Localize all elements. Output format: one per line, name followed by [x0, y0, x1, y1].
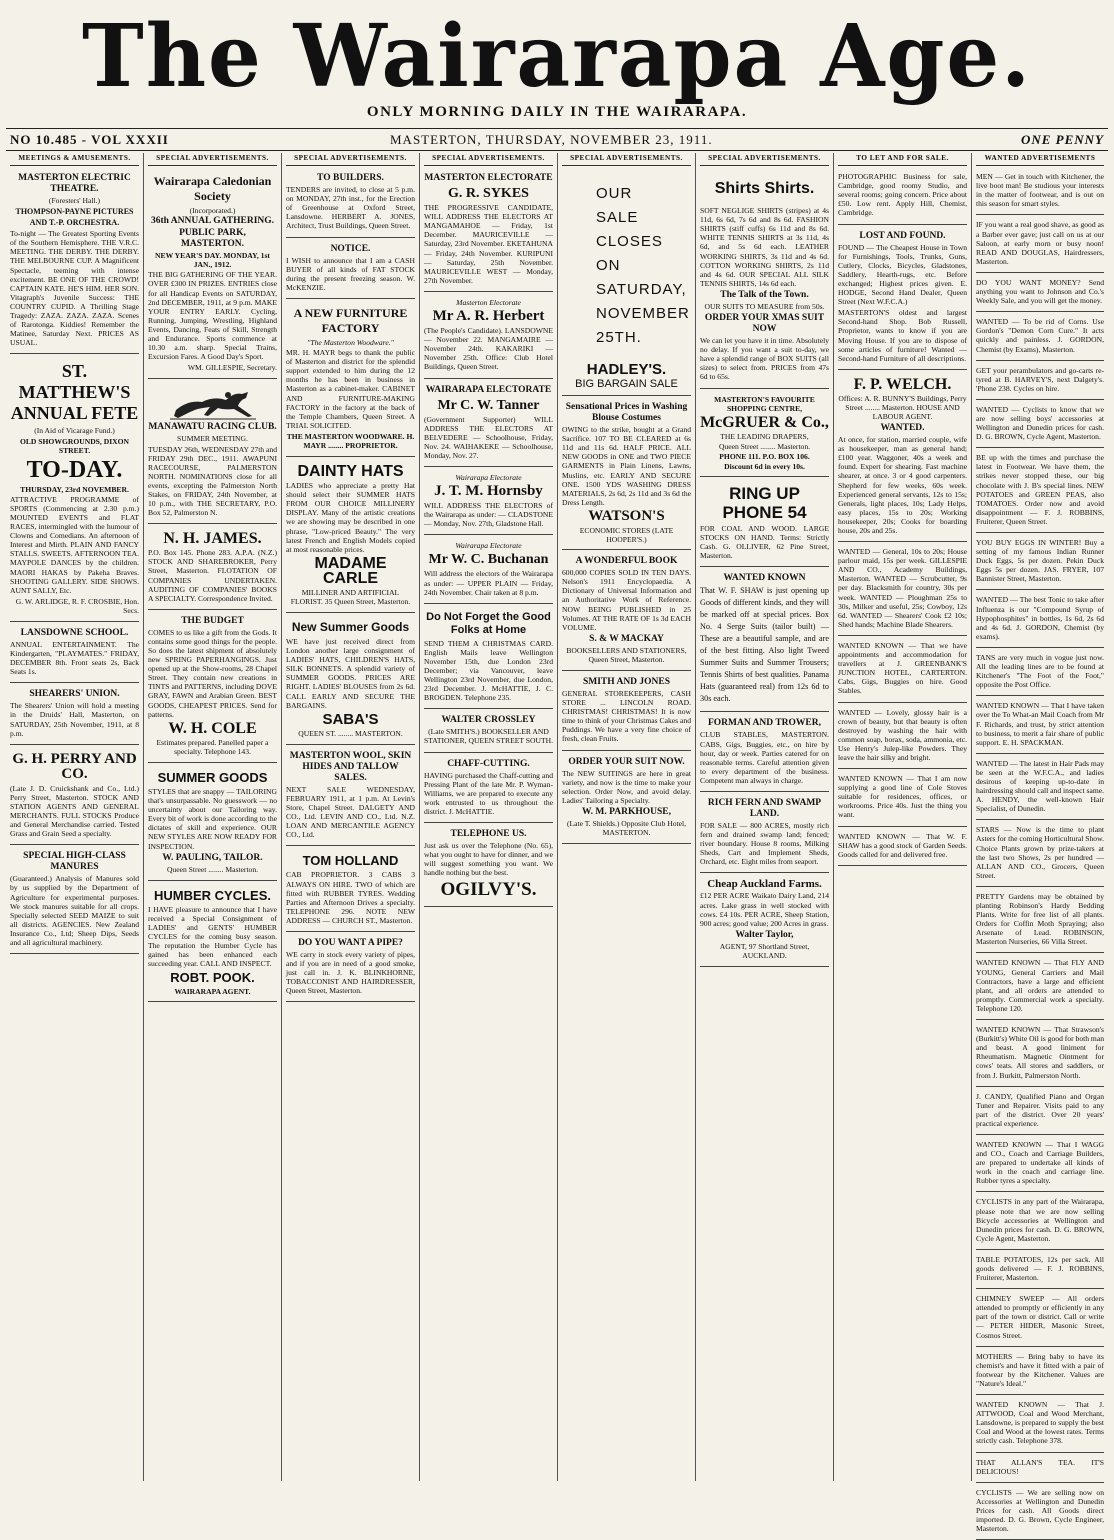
ad-humber-cycles [148, 883, 277, 1003]
ad-title: CHAFF-CUTTING. [447, 758, 530, 769]
ad-tea [976, 1455, 1104, 1483]
ad-chaff-cutting [424, 755, 553, 823]
ad-body: WANTED KNOWN — That we have appointments and accommodation for travellers at J. GREENBANK'S JUNCTION HOTEL, CARTERTON. Cabs, Gigs, Buggies on hire. Good Stables. [838, 640, 967, 696]
ad-table-potatoes [976, 1252, 1104, 1289]
ad-cycling [976, 1194, 1104, 1249]
ad-title: MASTERTON ELECTRIC THEATRE. [18, 173, 131, 195]
ad-body: To-night — The Greatest Sporting Events of the Southern Hemisphere. THE V.R.C. MEETING. THE DERBY. THE DERBY. THE MELBOURNE CUP. A Magnificent Spectacle, teeming with intense excitement. BE ONE OF THE CROWD! CAPTAIN KATE. HE'S HIM. HER SON. Vitagraph's Juvenile Success: THE COUNTRY CUPID. A Thrilling Stage Tragedy: ZAZA. ZAZA. ZAZA. Scenes of Rarotonga. Kiddies! Remember the Matinee, Saturday Next. PRICES AS USUAL. [10, 229, 139, 348]
ad-title: SHEARERS' UNION. [29, 689, 120, 700]
ad-body: HAVING purchased the Chaff-cutting and Pressing Plant of the late Mr. P. Wyman-Williams, we are prepared to execute any work entrusted to us throughout the district. J. McHATTIE. [424, 770, 553, 816]
ad-signature: THE MASTERTON WOODWARE. H. MAYR ........ PROPRIETOR. [286, 431, 415, 450]
ad-pipe [286, 934, 415, 1002]
ad-body: FOUND — The Cheapest House in Town for Furnishings, Tools, Trunks, Guns, Cutlery, Clocks, Bicycles, Gladstones, Saddlery, Hearth-rugs, etc. Before exchanged; Highest prices given. E. HODGE, Second Hand Dealer, Queen Street (Next W.F.C.A.) [838, 242, 967, 307]
ad-mail-coach [976, 698, 1104, 753]
ad-body: IF you want a real good shave, as good as a Barber ever gave; just call on us at our Saloon, at early morn or busy noon! READ AND DOUGLAS, Hairdressers, Masterton. [976, 220, 1104, 266]
ad-title: SPECIAL HIGH-CLASS MANURES [23, 851, 126, 873]
ad-body: THE PROGRESSIVE CANDIDATE, WILL ADDRESS THE ELECTORS AT MANGAMAHOE — Friday, 1st December. MAURICEVILLE — Saturday, 23rd November. EKETAHUNA — Friday, 24th November. KURIPUNI — Saturday, 25th November. MAURICEVILLE WEST — Monday, 27th November. [424, 203, 553, 285]
ad-title: RING UP PHONE 54 [722, 484, 807, 523]
ad-body: CLUB STABLES, MASTERTON. CABS, Gigs, Buggies, etc., on hire by hour, day or week. Parties catered for on reasonable terms. Careful attention given to every department of the business. Competent man always in charge. [700, 730, 829, 785]
ad-title: F. P. WELCH. [853, 375, 952, 393]
column-heading: SPECIAL ADVERTISEMENTS. [148, 153, 277, 166]
ad-notice [286, 240, 415, 299]
ad-eggs [976, 535, 1104, 590]
ad-body: BE up with the times and purchase the latest in Footwear. We have them, the strikes never stopped these, our big chocolate with J. B's special lines. NEW POTATOES and GREEN PEAS, also TOMATOES. Order now and avoid disappointment — F. J. ROBBINS, Fruiterer, Queen Street. [976, 453, 1104, 526]
ad-lansdowne-school [10, 624, 139, 683]
ad-title: WAIRARAPA ELECTORATE [425, 384, 552, 395]
ad-address: Queen Street ........ Masterton. [718, 441, 811, 451]
ad-tonic [976, 592, 1104, 647]
ad-piano-tuner [976, 1089, 1104, 1135]
ad-title: McGRUER & Co., [700, 413, 829, 431]
ad-shave [976, 217, 1104, 272]
ad-footer: QUEEN ST. ........ MASTERTON. [298, 728, 403, 738]
ad-advertiser: W. PAULING, TAILOR. [162, 852, 263, 863]
ad-body: The Shearers' Union will hold a meeting in the Druids' Hall, Masterton, on SATURDAY, 25th November, 1911, at 8 p.m. [10, 701, 139, 738]
ad-advertiser: S. & W MACKAY [589, 633, 664, 644]
ad-wool-sales [286, 747, 415, 847]
ad-wanted-stoves [838, 771, 967, 826]
ad-candidate: J. T. M. Hornsby [434, 483, 543, 500]
ad-title: DO YOU WANT A PIPE? [298, 937, 403, 948]
ad-good-folks-at-home [424, 606, 553, 710]
ad-body: WANTED — The best Tonic to take after Influenza is our "Compound Syrup of Hypophosphites" in bottles, 1s 6d, 2s 6d and 4s 6d. J. GORDON, Chemist (by exams). [976, 595, 1104, 641]
ad-signature: G. W. ARLIDGE, R. F. CROSBIE, Hon. Secs. [15, 596, 139, 615]
masthead [0, 0, 1114, 107]
ad-perry-and-co [10, 747, 139, 846]
columns [6, 153, 1108, 1534]
ad-smith-and-jones [562, 673, 691, 751]
ad-caledonian-society [148, 169, 277, 379]
ad-shirts [700, 169, 829, 388]
ad-summer-goods [148, 765, 277, 881]
masthead-title: The Wairarapa Age. [82, 6, 1032, 107]
ad-title: TELEPHONE US. [450, 829, 527, 840]
ad-electorate-buchanan [424, 537, 553, 603]
column-8 [972, 153, 1108, 1534]
ad-footer: AGENT, 97 Shortland Street, AUCKLAND. [719, 941, 810, 960]
ad-subtitle: (Foresters' Hall.) [48, 196, 101, 206]
ad-hair-pads [976, 756, 1104, 821]
ad-body: CAB PROPRIETOR. 3 CABS 3 ALWAYS ON HIRE. TWO of which are fitted with RUBBER TYRES. Wedding Parties and Afternoon Drives a specialty. TELEPHONE 296. NOTE NEW ADDRESS — CHURCH ST., Masterton. [286, 870, 415, 925]
ad-body: WANTED KNOWN — That FLY AND YOUNG, General Carriers and Mail Contractors, have a large and efficient plant, and all orders are attended to promptly. Commercial work a specialty. Telephone 120. [976, 958, 1104, 1013]
ad-chimney-sweep [976, 1291, 1104, 1346]
ad-subtitle: SUMMER MEETING. [177, 434, 248, 444]
ad-footer: BOOKSELLERS AND STATIONERS, Queen Street, Masterton. [566, 645, 687, 664]
ad-signature: WM. GILLESPIE, Secretary. [187, 363, 277, 373]
ad-title: Cheap Auckland Farms. [707, 878, 822, 891]
ad-body: TANS are very much in vogue just now. All the leading lines are to be found at Kitchener's "The Foot of the Foot," opposite the Post Office. [976, 652, 1104, 690]
ad-title: New Summer Goods [291, 620, 410, 634]
ad-body: 600,000 COPIES SOLD IN TEN DAYS. Nelson's 1911 Encyclopaedia. A Dictionary of Universal Information and an Authoritative Work of Reference. NOW BEING PUBLISHED in 25 Volumes. AT THE RATE OF 1s 3d EACH VOLUME. [562, 568, 691, 632]
ad-gardens [976, 889, 1104, 954]
ad-coach-builders [976, 1137, 1104, 1192]
column-heading: WANTED ADVERTISEMENTS [976, 153, 1104, 166]
column-heading: SPECIAL ADVERTISEMENTS. [562, 153, 691, 166]
ad-asters [976, 822, 1104, 887]
ad-body: (Late SMITH'S.) BOOKSELLER AND STATIONER, QUEEN STREET SOUTH. [424, 727, 553, 746]
ad-body: WANTED — Lovely, glossy hair is a crown of beauty, but that beauty is often destroyed by washing the hair with common soap, borax, soda, ammonia, etc. Use Henry's Julep-like Powders. They leave the hair silky and bright. [838, 707, 967, 762]
ad-body: SOFT NEGLIGE SHIRTS (stripes) at 4s 11d, 6s 6d, 7s 6d and 8s 6d. FASHION SHIRTS (stiff cuffs) 6s 11d and 8s 6d. WHITE TENNIS SHIRTS at 3s 11d, 4s 6d, and 5s 6d each. LEATHER WORKING SHIRTS, 3s 11d and 4s 6d. COTTON WORKING SHIRTS, 2s 11d and 4s 6d. OUR SPECIAL ALL SILK TENNIS SHIRTS, 14s 6d each. [700, 206, 829, 288]
ad-wanted-seeds [838, 829, 967, 866]
ad-title: SUMMER GOODS [157, 769, 268, 785]
ad-advertiser: Walter Taylor, [735, 929, 794, 940]
ad-title: Do Not Forget the Good Folks at Home [426, 610, 551, 636]
column-3 [282, 153, 420, 1481]
ad-perambulators [976, 363, 1104, 400]
ad-body: DO YOU WANT MONEY? Send anything you want to Johnson and Co.'s Weekly Sale, and you will get the money. [976, 277, 1104, 306]
ad-st-matthews-fete [10, 356, 139, 622]
ad-body: WANTED KNOWN — That I have taken over the To What-an Mail Coach from Mr F. Richards, and trust, by strict attention to business, to merit a fair share of public support. E. H. SPACKMAN. [976, 701, 1104, 747]
ad-electorate-hornsby [424, 469, 553, 535]
ad-title: THE BUDGET [181, 615, 244, 626]
ad-title: HUMBER CYCLES. [153, 887, 271, 903]
ad-title: SMITH AND JONES [582, 676, 671, 687]
ad-body: WE have just received direct from London another large consignment of LADIES' HATS, CHILDREN'S HATS, SILK BONNETS. A splendid variety of SUMMER GOODS. PRICES ARE RIGHT. LADIES' BLOUSES from 2s 6d. CALL EARLY AND SECURE THE BARGAINS. [286, 637, 415, 710]
ad-wanted-general [838, 544, 967, 636]
ad-subtitle: Offices: A. R. BUNNY'S Buildings, Perry Street ........ Masterton. HOUSE AND LABOUR AGENT. [838, 393, 967, 421]
ad-body: STYLES that are snappy — TAILORING that's unsurpassable. No guesswork — no uncertainty about our Tailoring way. Every bit of work is done according to the dictates of skill and experience. OUR NEW STYLES ARE NOW READY FOR INSPECTION. [148, 786, 277, 851]
ad-electorate-tanner [424, 381, 553, 467]
ad-body: FOR COAL AND WOOD. LARGE STOCKS ON HAND. Terms: Strictly Cash. G. OLLIVER, 62 Pine Street, Masterton. [700, 524, 829, 561]
ad-body: FOR SALE — 800 ACRES, mostly rich fern and drained swamp land; fenced; river boundary. House 8 rooms, Milking Sheds, Cart and Implement Sheds, Orchard, etc. Eight miles from seaport. [700, 821, 829, 867]
ad-body: Will address the electors of the Wairarapa as under: — UPPER PLAIN — Friday, 24th November. Chair taken at 8 p.m. [424, 569, 553, 597]
ad-advertiser: SABA'S [322, 710, 379, 728]
ad-tagline: MASTERTON'S FAVOURITE SHOPPING CENTRE, [714, 394, 815, 413]
ad-mothers [976, 1349, 1104, 1395]
ad-furniture-factory [286, 301, 415, 457]
ad-body: P.O. Box 145. Phone 283. A.P.A. (N.Z.) STOCK AND SHAREBROKER, Perry Street, Masterton. FLOTATION OF COMPANIES UNDERTAKEN. AUDITING OF COMPANIES' BOOKS A SPECIALTY. Correspondence Invited. [148, 548, 277, 603]
ad-body: COMES to us like a gift from the Gods. It contains some good things for the people. So does the latest shipment of absolutely new SPRING PAPERHANGINGS. Just opened up at the Show-rooms, 28 Chapel Street. They contain new creations in TINTS and PATTERNS, including DOVE GRAY, FAWN and Arabian Green. BEST GOODS, CHEAPEST PRICES. Send for patterns. [148, 627, 277, 719]
ad-forman-and-trower [700, 714, 829, 792]
ad-body: WANTED — General, 10s to 20s; House parlour maid, 15s per week. GILLESPIE AND CO., Academy Buildings, Masterton. WANTED — Scrubcutter, 9s per day. Blacksmith for country, 30s per week. WANTED — Ploughman 25s to 30s, Milker and useful, 25s; Cowboy, 12s 6d. WANTED — Shearers' Cook £2 10s; Shed hands; Machine Blade Shearers. [838, 547, 967, 629]
ad-footwear-potatoes [976, 450, 1104, 533]
ad-wonderful-book [562, 552, 691, 671]
ad-body: £12 PER ACRE Waikato Dairy Land, 214 acres. Lake grass in well stocked with cows. £4 10s. PER ACRE, Sheep Station, 900 acres; good value; 200 Acres in grass. [700, 891, 829, 928]
sale-line: ON [596, 257, 621, 275]
ad-electorate-sykes [424, 169, 553, 292]
ad-white-oil [976, 1022, 1104, 1087]
dateline-rule [6, 150, 1108, 151]
column-heading: SPECIAL ADVERTISEMENTS. [700, 153, 829, 166]
ad-new-summer-goods [286, 615, 415, 745]
ad-advertiser: HADLEY'S. [586, 361, 667, 379]
ad-body: CYCLISTS — We are selling now on Accessories at Wellington and Dunedin Prices for cash. All Goods direct imported. D. G. Brown, Cycle Engineer, Masterton. [976, 1487, 1104, 1534]
ad-title: WANTED KNOWN [723, 573, 806, 584]
ad-photographic-business [838, 169, 967, 224]
sale-line: OUR [596, 185, 633, 203]
ad-title: Wairarapa Electorate [455, 541, 522, 551]
ad-money [976, 275, 1104, 312]
ad-coal-wood [976, 1397, 1104, 1452]
column-heading: TO LET AND FOR SALE. [838, 153, 967, 166]
ad-subtitle: THE LEADING DRAPERS, [720, 431, 809, 441]
ad-subtitle: "The Masterton Woodware." [307, 337, 394, 347]
ad-advertiser: ROBT. POOK. [170, 970, 255, 986]
ad-body: The NEW SUITINGS are here in great variety, and now is the time to make your selection. Order Now, and avoid delay. Ladies' Tailoring a Specialty. [562, 768, 691, 805]
ad-mcgruer [700, 391, 829, 478]
ad-venue: OLD SHOWGROUNDS, DIXON STREET. [19, 436, 130, 455]
ad-subtitle: (In Aid of Vicarage Fund.) [34, 426, 115, 436]
ad-body: WANTED KNOWN — That W. F. SHAW has a good stock of Garden Seeds. Goods called for and delivered free. [838, 831, 967, 859]
ad-footer: Queen Street ........ Masterton. [166, 864, 259, 874]
column-5 [558, 153, 696, 1481]
sale-line: NOVEMBER [596, 305, 690, 323]
ad-cyclists [976, 402, 1104, 448]
ad-title: ST. MATTHEW'S ANNUAL FETE [10, 361, 139, 424]
ad-electric-theatre [10, 169, 139, 354]
ad-body: (Late J. D. Cruickshank and Co., Ltd.) Perry Street, Masterton. STOCK AND STATION AGENTS AND GENERAL MERCHANTS. FULL STOCKS Produce and General Merchandise carried. Tested Grass and Grain Seed a specialty. [10, 783, 139, 839]
ad-advertiser: W. M. PARKHOUSE, [582, 806, 671, 817]
ad-body: CYCLISTS in any part of the Wairarapa, please note that we are now selling Bicycle accessories at Wellington and Dunedin prices for cash. D. G. BROWN, Cycle Agent, Masterton. [976, 1197, 1104, 1243]
ad-body: TUESDAY 26th, WEDNESDAY 27th and FRIDAY 29th DEC., 1911. AWAPUNI RACECOURSE, PALMERSTON NORTH. NOMINATIONS close for all events, excepting the Palmerston North Stakes, on FRIDAY, 24th November, at 10 p.m., with THE SECRETARY, P.O. Box 52, Palmerston N. [148, 444, 277, 518]
ad-electorate-herbert [424, 294, 553, 379]
top-rule [6, 128, 1108, 129]
dateline [10, 132, 1104, 150]
sale-line: SATURDAY, [596, 281, 687, 299]
ad-body: LADIES who appreciate a pretty Hat should select their SUMMER HATS FROM OUR CHOICE MILLINERY DISPLAY. Many of the artistic creations we are showing may be described in one phrase, "Low-priced Beauty." The very latest French and English Models copied at most reasonable prices. [286, 481, 415, 554]
ad-body: MR. H. MAYR begs to thank the public of Masterton and district for the splendid support extended to him during the 12 months he has been in business in Masterton as a cabinet-maker. CABINET AND FURNITURE-MAKING FACTORY in the factory at the back of the Temple Chambers, Queen Street. A TRIAL SOLICITED. [286, 348, 415, 430]
ad-candidate: Mr C. W. Tanner [437, 397, 540, 413]
ad-footer: WAIRARAPA AGENT. [174, 987, 251, 997]
ad-body: WANTED KNOWN — That J. ATTWOOD, Coal and Wood Merchant, Lansdowne, is prepared to supply the best Coal and Wood at the lowest rates. Terms strictly cash. Telephone 378. [976, 1400, 1104, 1446]
ad-title: Masterton Electorate [456, 297, 521, 307]
ad-title: G. H. PERRY AND CO. [12, 750, 137, 782]
ad-wanted-travellers [838, 638, 967, 703]
ad-footer: MILLINER AND ARTIFICIAL FLORIST. 35 Queen Street, Masterton. [290, 587, 411, 606]
masthead-slogan: ONLY MORNING DAILY IN THE WAIRARAPA. [366, 104, 748, 120]
column-heading: SPECIAL ADVERTISEMENTS. [286, 153, 415, 166]
ad-body: J. CANDY, Qualified Piano and Organ Tuner and Repairer. Visits paid to any part of the district. Over 20 years' practical experience. [976, 1091, 1104, 1128]
ad-discount: Discount 6d in every 10s. [724, 461, 805, 471]
ad-body: WANTED — The latest in Hair Pads may be seen at the W.F.C.A., and ladies desirous of keeping up-to-date in hairdressing should call and inspect same. A. HENDY, the well-known Hair Specialist, of Dunedin. [976, 758, 1104, 814]
ad-the-budget [148, 612, 277, 763]
ad-subtitle: (Incorporated.) [189, 206, 236, 216]
ad-order-suit [562, 753, 691, 845]
ad-advertiser: OGILVY'S. [440, 879, 537, 901]
ad-title: MASTERTON ELECTORATE [424, 173, 553, 184]
ad-advertiser: MADAME CARLE [314, 554, 387, 587]
ad-body-3: We can let you have it in time. Absolutely no delay. If you want a suit to-day, we have a splendid range of BOX SUITS (all sizes) to select from. PRICES from 47s 6d to 65s. [700, 336, 829, 382]
issue-price: ONE PENNY [1020, 132, 1104, 147]
ad-candidate: G. R. SYKES [448, 186, 529, 202]
ad-body: OWING to the strike, bought at a Grand Sacrifice. 107 TO BE CLEARED at 6s 11d and 11s 6d. HALF PRICE. ALL NEW GOODS in ONE and TWO PIECE GARMENTS in Plain Linens, Lawns, Muslins, etc. EARLY AND SECURE ONE. 1500 YDS WASHING DRESS MATERIALS, 2s 6d, 2s 11d and 3s 6d the Dress Length. [562, 425, 691, 507]
ad-title: A NEW FURNITURE FACTORY [293, 305, 408, 335]
ad-body: MOTHERS — Bring baby to have its chemist's and have it fitted with a pair of footwear by the Kitchener. Values are "Nature's Ideal." [976, 1351, 1104, 1388]
ad-title: LOST AND FOUND. [859, 230, 946, 241]
ad-candidate: Mr A. R. Herbert [432, 308, 545, 325]
ad-title: WALTER CROSSLEY [441, 715, 536, 726]
ad-body: Just ask us over the Telephone (No. 65), what you ought to have for dinner, and we will suggest something you want. We handle nothing but the best. [424, 841, 553, 878]
ad-body: THE BIG GATHERING OF THE YEAR. OVER £300 IN PRIZES. ENTRIES close for all Handicap Events on SATURDAY, 2nd DECEMBER, 1911, at 9 p.m. MAKE YOUR ENTRY EARLY. Cycling, Running, Jumping, Wrestling, Highland Events, Dancing, Feats of Skill, Strength and Endurance. Sports commence at 10.30 a.m. sharp. Special Trains, Excursion Fares. A Good Day's Sport. [148, 270, 277, 362]
ad-ring-up-phone-54 [700, 479, 829, 567]
ad-dates: THURSDAY, 23rd NOVEMBER. [20, 484, 129, 494]
ad-body: CHIMNEY SWEEP — All orders attended to promptly or efficiently in any part of the town or district. Call or write — PETER HIDER, Masonic Street, Cosmos Street. [976, 1294, 1104, 1340]
ad-title: FORMAN AND TROWER, [707, 718, 822, 729]
ad-title: Wairarapa Electorate [455, 472, 522, 482]
ad-kitchener-men [976, 169, 1104, 215]
ad-body: MEN — Get in touch with Kitchener, the live boot man! Be studious your interests in the matter of footwear, and is out on this season for smart styles. [976, 172, 1104, 209]
ad-corns [976, 314, 1104, 360]
ad-title: Wairarapa Caledonian Society [153, 174, 272, 204]
ad-lost-and-found [838, 227, 967, 370]
ad-carriers [976, 955, 1104, 1020]
ad-title: TOM HOLLAND [302, 853, 399, 869]
ad-advertiser: W. H. COLE [168, 719, 257, 737]
ad-gathering: 36th ANNUAL GATHERING. [150, 216, 275, 227]
ad-body: WANTED KNOWN — That I am now supplying a good line of Cole Stoves suitable for residences, offices, or workrooms. Price 40s. Just the thing you want. [838, 774, 967, 820]
issue-number: NO 10.485 - VOL XXXII [10, 132, 169, 147]
ad-body-2: OUR SUITS TO MEASURE from 50s. [704, 301, 825, 311]
ad-body: WANTED KNOWN — That Strawson's (Burkitt's) White Oil is good for both man and beast. A good liniment for Rheumatism. Magnetic Ointment for cows' teats. All stores and saddlers, or from J. Burkitt, Palmerston North. [976, 1025, 1104, 1080]
ad-day: TO-DAY. [26, 456, 123, 483]
ad-body: (Guaranteed.) Analysis of Manures sold by us supplied by the Department of Agriculture for experimental purposes. We stock manures suitable for all crops. Specially selected SEED MAIZE to suit all districts. AGENCIES. New Zealand Insurance Co., Ltd; Sheep Dips, Seeds and all agricultural machinery. [10, 874, 139, 947]
ad-to-builders [286, 169, 415, 237]
ad-body: ATTRACTIVE PROGRAMME of SPORTS (Commencing at 2.30 p.m.) MOUNTED EVENTS and FLAT RACES, intermingled with the humour of Clowns and Comedians. An afternoon of Interest and Mirth. PLAIN AND FANCY STALLS. SWEETS. AFTERNOON TEA. MAYPOLE DANCES by the children. MAORI HAKAS by Pakeha Braves. SHOOTING GALLERY. SIDE SHOWS. AUNT SALLY, Etc. [10, 494, 139, 595]
column-heading: SPECIAL ADVERTISEMENTS. [424, 153, 553, 166]
ad-body: GET your perambulators and go-carts re-tyred at B. HARVEY'S, next Dalgety's. 'Phone 238. Cycles on hire. [976, 365, 1104, 393]
ad-subtitle-2: ORDER YOUR XMAS SUIT NOW [704, 313, 825, 335]
racehorse-icon [168, 386, 258, 420]
ad-wanted-title: WANTED. [880, 423, 925, 434]
ad-wanted-known-shaw [700, 569, 829, 712]
ad-body: I WISH to announce that I am a CASH BUYER of all kinds of FAT STOCK during the present freezing season. W. McKENZIE. [286, 255, 415, 292]
ad-title: MASTERTON WOOL, SKIN HIDES AND TALLOW SALES. [289, 750, 412, 783]
sale-line: SALE [596, 209, 639, 227]
ad-title: Shirts Shirts. [714, 180, 815, 198]
ad-body: STARS — Now is the time to plant Asters for the coming Horticultural Show. Choice Plants grown by prize-takers at the last two Shows, 2s per hundred — ALLAN AND CO., Grocers, Queen Street. [976, 825, 1104, 880]
ad-manawatu-racing [148, 381, 277, 524]
ad-body-2: MASTERTON'S oldest and largest Second-hand Shop. Bob Russell, Proprietor, wants to know if you are Moving House. If you are to dispose of some articles of furniture! Wanted — Second-hand Furniture of all descriptions. [838, 308, 967, 363]
ad-fp-welch [838, 372, 967, 542]
sale-line: CLOSES [596, 233, 663, 251]
ad-title: NOTICE. [330, 243, 371, 254]
ad-hadleys-sale [562, 169, 691, 396]
column-1 [6, 153, 144, 1481]
ad-body: (The People's Candidate). LANSDOWNE — November 22. MANGAMAIRE — November 24th. KAKARIKI — November 25th. Office: Club Hotel Buildings, Queen Street. [424, 326, 553, 372]
ad-body: At once, for station, married couple, wife as housekeeper, man as general hand; £100 year. Waggoner, 40s a week and found. Expert for shearing. Fast machine shearer, at once. 3 or 4 good carpenters. Shepherd for few weeks, 60s week. Experienced general servants, 12s to 15s; Generals, light places, 10s; Lady Helps, easy places, 15s to 20s; Working housekeeper, 20s; Cooks for boarding house, 20s and 25s. [838, 435, 967, 535]
column-2 [144, 153, 282, 1481]
ad-body: ANNUAL ENTERTAINMENT. The Kindergarten, "PLAYMATES." FRIDAY, DECEMBER 8th. Front seats 2s, Back Seats 1s. [10, 640, 139, 677]
issue-date: MASTERTON, THURSDAY, NOVEMBER 23, 1911. [390, 132, 713, 147]
ad-telephone-us [424, 825, 553, 907]
ad-title: LANSDOWNE SCHOOL. [20, 628, 129, 638]
ad-body: WANTED — To be rid of Corns. Use Gordon's "Demon Corn Cure." It acts quickly and painless. J. GORDON, Chemist (by Exams), Masterton. [976, 317, 1104, 354]
ad-title: TO BUILDERS. [317, 173, 384, 184]
ad-body: WE carry in stock every variety of pipes, and if you are in need of a good smoke, just call in. J. K. BLINKHORNE, TOBACCONIST AND HAIRDRESSER, Queen Street, Masterton. [286, 949, 415, 996]
ad-body: I HAVE pleasure to announce that I have received a Special Consignment of LADIES' and GENTS' HUMBER CYCLES for the coming busy season. The reputation the Humber Cycle has gained has been enhanced each succeeding year. CALL AND INSPECT. [148, 904, 277, 969]
ad-body: That W. F. SHAW is just opening up Goods of different kinds, and they will be marked off at special prices. Box No. 4 Serge Suits (tailor built) — These are a beautiful sample, and are of the best fitting. Also light Tweed Summer Suits and Summer Trousers; Tennis Shirts of best qualities. Panama Hats (guaranteed real) from 12s 6d to 30s each. [700, 586, 829, 704]
ad-rich-fern-land [700, 794, 829, 873]
ad-subtitle: BIG BARGAIN SALE [575, 378, 678, 391]
ad-nh-james [148, 526, 277, 610]
ad-body: PRETTY Gardens may be obtained by planting Robinson's Hardy Bedding Plants. Write for free list of all plants. Orders for Coffin Moth Spraying; also Arsenate of Lead. ROBINSON, Masterton Nurseries, 66 Villa Street. [976, 891, 1104, 947]
ad-manures [10, 847, 139, 954]
ad-body: WILL ADDRESS THE ELECTORS of the Wairarapa as under: — CLADSTONE — Monday, Nov. 27th, Gladstone Hall. [424, 501, 553, 529]
ad-footer: ECONOMIC STORES (LATE HOOPER'S.) [579, 525, 674, 545]
column-7 [834, 153, 972, 1481]
ad-phone: PHONE 111. P.O. BOX 106. [719, 451, 810, 461]
column-6 [696, 153, 834, 1481]
sale-line: 25TH. [596, 329, 642, 347]
ad-body: NEXT SALE WEDNESDAY, FEBRUARY 1911, at 1 p.m. At Levin's Store, Chapel Street. DALGETY AND CO., Ltd. LEVIN AND CO., Ltd. N.Z. LOAN AND MERCANTILE AGENCY CO., Ltd. [286, 784, 415, 840]
ad-footer: Estimates prepared. Panelled paper a specialty. Telephone 143. [156, 737, 269, 756]
ad-title: MANAWATU RACING CLUB. [148, 422, 277, 433]
ad-body: GENERAL STOREKEEPERS, CASH STORE ... LINCOLN ROAD. CHRISTMAS! CHRISTMAS! It is now time to think of your Christmas Cakes and Puddings. We have a very fine choice of fresh, clean Fruits. [562, 688, 691, 744]
ad-body: WANTED — Cyclists to know that we are now selling boys' accessories at Wellington and Dunedin prices for cash. D. G. BROWN, Cycle Agent, Masterton. [976, 404, 1104, 442]
ad-subtitle: The Talk of the Town. [720, 289, 809, 300]
sale-notice [562, 172, 691, 360]
ad-footer: (Late T. Shields.) Opposite Club Hotel, MASTERTON. [566, 818, 687, 837]
ad-title: Sensational Prices in Washing Blouse Costumes [565, 402, 688, 424]
ad-body: WANTED KNOWN — That I WAGG and CO., Coach and Carriage Builders, are prepared to undertake all kinds of work in the coach and carriage line. Rubber tyres a specialty. [976, 1139, 1104, 1186]
ad-body: YOU BUY EGGS IN WINTER! Buy a setting of my famous Indian Runner Duck Eggs, 5s per dozen. Pekin Duck Eggs 5s per dozen. JAS. FRYER, 107 Bannister Street, Masterton. [976, 538, 1104, 584]
ad-dainty-hats [286, 459, 415, 613]
ad-body: (Government Supporter) WILL ADDRESS THE ELECTORS AT BELVEDERE — Schoolhouse, Friday, Nov. 24. WAIHAKEKE — Schoolhouse, Monday, Nov. 27. [424, 414, 553, 460]
ad-cyclists-accessories [976, 1485, 1104, 1540]
ad-candidate: Mr W. C. Buchanan [428, 552, 549, 568]
ad-title: ORDER YOUR SUIT NOW. [568, 756, 685, 767]
ad-body: PHOTOGRAPHIC Business for sale, Cambridge, good roomy Studio, and several rooms; going concern. Price about £50. Low rent. Apply Hill, Chemist, Cambridge. [838, 172, 967, 218]
ad-walter-crossley [424, 711, 553, 752]
ad-title: N. H. JAMES. [163, 530, 262, 548]
ad-body: SEND THEM A CHRISTMAS CARD. English Mails leave Wellington November 15th, due London 23rd December; via Vancouver, leave Wellington 23rd November, due London, 23rd December. J. McHATTIE, J. C. BROGDEN. Telephone 235. [424, 638, 553, 703]
ad-advertiser: WATSON'S [588, 507, 665, 524]
ad-washing-blouses [562, 398, 691, 550]
ad-wanted-hair [838, 705, 967, 770]
ad-company: THOMPSON-PAYNE PICTURES AND T.-P. ORCHESTRA. [15, 207, 134, 228]
ad-auckland-farms [700, 875, 829, 967]
ad-title: DAINTY HATS [297, 463, 404, 481]
ad-title: A WONDERFUL BOOK [575, 556, 678, 567]
column-heading: MEETINGS & AMUSEMENTS. [10, 153, 139, 166]
column-4 [420, 153, 558, 1481]
ad-shearers-union [10, 685, 139, 744]
ad-venue: PUBLIC PARK, MASTERTON. [179, 228, 246, 250]
ad-body: THAT ALLAN'S TEA. IT'S DELICIOUS! [976, 1457, 1104, 1476]
ad-title: RICH FERN AND SWAMP LAND. [707, 798, 822, 819]
ad-tans [976, 650, 1104, 696]
ad-day: NEW YEAR'S DAY. MONDAY, 1st JAN., 1912. [155, 251, 270, 270]
ad-body: TABLE POTATOES, 12s per sack. All goods delivered — F. J. ROBBINS, Fruiterer, Masterton. [976, 1254, 1104, 1283]
ad-body: TENDERS are invited, to close at 5 p.m. on MONDAY, 27th inst., for the Erection of Greenhouse at Oxford Street, Lansdowne. HERBERT A. JONES, Architect, Trust Buildings, Queen Street. [286, 185, 415, 231]
ad-tom-holland [286, 848, 415, 932]
